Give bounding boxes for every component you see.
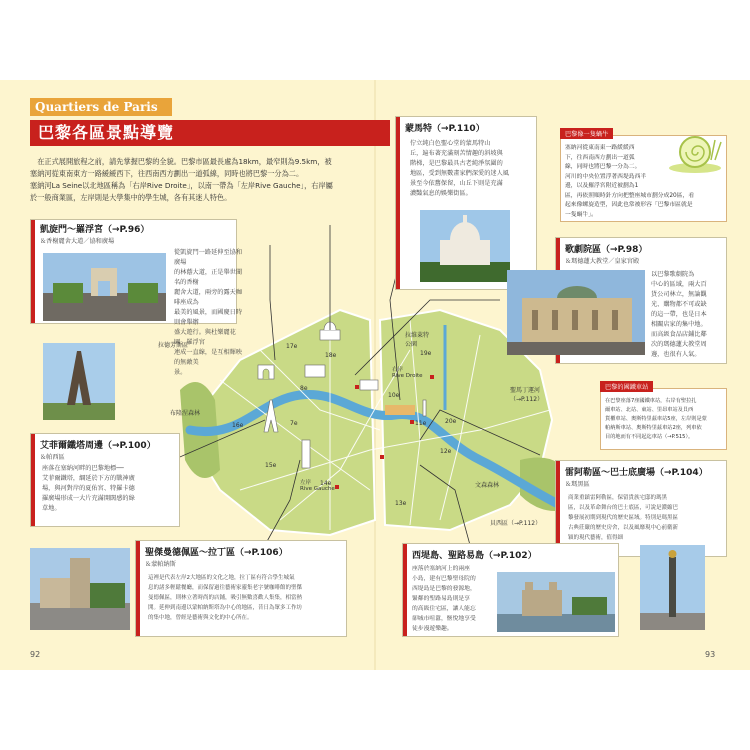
map-label-arrondissement: 17e	[286, 343, 298, 350]
spot-description	[174, 248, 244, 378]
note-line: 在巴黎座落7座國鐵車站，右岸有聖拉扎	[605, 398, 697, 404]
spot-title: 雷阿勒區～巴士底廣場（→P.104）	[565, 468, 708, 478]
desc-line: 貨公司林立，無論觀	[651, 291, 707, 298]
desc-line: 艾菲爾鐵塔，綱延於下方的戰神廣	[42, 475, 135, 482]
card-accent-bar	[396, 117, 400, 289]
desc-line: 的集中地，曾經是藝術與文化的中心所在。	[148, 615, 253, 621]
map-label-arrondissement: 7e	[290, 420, 298, 427]
desc-line: 緊鄰的聖路易島則是享	[412, 596, 470, 602]
desc-line: 小島，建有巴黎聖母院的	[412, 576, 476, 582]
note-line: 帕納斯車站、奧斯特里茲車站2座，列車依	[605, 425, 702, 431]
desc-line: 草地。	[42, 505, 61, 512]
spot-subtitle: ＆蒙帕納斯	[145, 561, 176, 568]
map-label-arrondissement: 20e	[445, 418, 457, 425]
desc-line: 穎的現代藝術，值得細	[568, 535, 624, 541]
map-label-la-defense: 拉德芳斯區	[158, 342, 189, 349]
desc-line: 座落於塞納河上的兩座	[412, 566, 470, 572]
card-accent-bar	[403, 544, 407, 636]
desc-line: 徒步漫遊樂趣。	[412, 626, 453, 632]
photo-arc-de-triomphe	[43, 253, 166, 321]
desc-line: 開。延伸到南邊以蒙帕納斯塔為中心的地區，昔日為眾多工作坊	[148, 605, 303, 611]
note-line: 邊，以及羅浮宮附近被劃為1	[565, 183, 639, 189]
desc-line: 卻城市喧囂，愜悅地享受	[412, 616, 476, 622]
map-label-rive-droite: 右岸 Rive Droite	[392, 367, 423, 379]
desc-line: 曼德佩區，則林立著時尚的店鋪，吸引無數喜歡人集集，相當熱	[148, 595, 303, 601]
map-label-arrondissement: 12e	[440, 448, 452, 455]
desc-line: 古典莊嚴的歷史房舍，以及風靡現中心前衛新	[568, 525, 679, 531]
desc-line: 中心的區域，兩大百	[651, 281, 707, 288]
map-label-arrondissement: 18e	[325, 352, 337, 359]
map-label-arrondissement: 8e	[300, 385, 308, 392]
desc-line: 息的諸多輕鬆餐廳，而保留過往藝術家靈集老字號咖啡館的聖傑	[148, 585, 303, 591]
note-tag: 巴黎的國鐵車站	[600, 381, 653, 392]
map-island-icon	[385, 405, 415, 415]
note-text	[605, 397, 722, 442]
photo-eiffel-tower	[43, 343, 115, 420]
map-label-arrondissement: 13e	[395, 500, 407, 507]
spot-description	[42, 464, 172, 514]
desc-line: 座落在塞納河畔的巴黎地標──	[42, 465, 124, 472]
note-line: 爾車站、北站、東站、里昂車站及貝西	[605, 407, 694, 413]
desc-line: 麗舍大道，兩旁的露天咖啡座成為	[174, 289, 243, 306]
page-title: 巴黎各區景點導覽	[30, 120, 390, 146]
snail-icon	[665, 130, 725, 175]
desc-line: 的這一帶，也是日本	[651, 311, 707, 318]
spot-title: 西堤島、聖路易島（→P.102）	[412, 551, 537, 561]
photo-opera-garnier	[507, 270, 645, 355]
desc-line: 盛大遊行。與杜樂麗花園、羅浮宮	[174, 329, 236, 346]
spot-subtitle: ＆香榭麗舍大道／協和廣場	[40, 238, 115, 245]
desc-line: 這裡是代表左岸2大地區的文化之地，拉丁區有符合學生城氣	[148, 575, 295, 581]
montparnasse-tower-icon	[302, 440, 310, 468]
spot-description	[412, 564, 502, 634]
spot-title: 歌劇院區（→P.98）	[565, 245, 648, 255]
arc-de-triomphe-icon	[258, 365, 274, 379]
note-line: 下，往西南西方劃出一道弧	[565, 154, 635, 161]
note-train-stations	[600, 384, 727, 450]
spot-card-st-germain	[135, 540, 347, 637]
note-line: 區，再依照順時針方向把整座城市劃分成20區，看	[565, 192, 695, 199]
desc-line: 的高級住宅區，讓人能忘	[412, 606, 476, 612]
desc-line: 的林蔭大道，正是舉世聞名的香榭	[174, 269, 243, 286]
map-label-arrondissement: 10e	[388, 392, 400, 399]
map-label-rive-gauche: 左岸 Rive Gauche	[300, 480, 335, 492]
intro-line: 在正式展開旅程之前，請先掌握巴黎的全貌。巴黎市區最長處為18km，最窄則為9.5km，被	[30, 157, 332, 166]
desc-line: 以巴黎歌劇院為	[651, 271, 695, 278]
desc-line: 次的瑪德蓮大教堂周	[651, 341, 707, 348]
photo-bastille-column	[640, 545, 705, 630]
map-label-canal-st-martin: 聖馬丁運河 （→P.112）	[510, 387, 544, 403]
map-label-la-villette: 拉維萊特 公園	[405, 332, 430, 348]
page-number-right: 93	[705, 650, 716, 659]
photo-st-germain-church	[30, 548, 130, 630]
note-line: 起來像螺旋造型，因此也常被形容「巴黎市區就是	[565, 202, 693, 208]
spot-description	[148, 573, 342, 623]
desc-line: 佇立純白色聖心堂的蒙馬特山	[410, 140, 491, 147]
note-line: 一隻蝸牛」。	[565, 211, 597, 218]
photo-sacre-coeur	[420, 210, 510, 282]
desc-line: 黎發展初期到現代的歷史區域。特別是瑪黑區	[568, 515, 679, 521]
map-label-arrondissement: 15e	[265, 462, 277, 469]
desc-line: 光、購物都不可或缺	[651, 301, 707, 308]
desc-line: 相關店家的集中地。	[651, 321, 707, 328]
map-label-bercy: 貝西區（→P.112）	[490, 520, 542, 527]
desc-line: 景至今依舊保留，山丘下則是充滿	[410, 180, 503, 187]
spot-subtitle: ＆帕西區	[40, 454, 65, 461]
opera-icon	[305, 365, 325, 377]
note-line: 目的地而有不同起迄車站（→P.515）。	[605, 434, 694, 440]
intro-text	[30, 156, 382, 204]
desc-line: 邊，也很有人氣。	[651, 351, 701, 358]
spot-title: 艾菲爾鐵塔周邊（→P.100）	[40, 441, 156, 451]
map-label-arrondissement: 19e	[420, 350, 432, 357]
intro-line: 塞納河La Seine以北地區稱為「右岸Rive Droite」，以南一帶為「左岸Rive Gauche」，右岸屬	[30, 181, 333, 190]
map-label-arrondissement: 14e	[320, 480, 332, 487]
map-label-bois-de-vincennes: 文森森林	[475, 482, 500, 489]
page-number-left: 92	[30, 650, 41, 659]
section-tag: Quartiers de Paris	[30, 98, 172, 116]
card-accent-bar	[556, 461, 560, 556]
note-tag: 巴黎像一隻蝸牛	[560, 128, 613, 139]
desc-line: 羅廣場形成一大片充滿開闊感的綠	[42, 495, 135, 502]
photo-notre-dame	[497, 572, 615, 632]
intro-line: 於一般商業區，左岸則是大學集中的學生城，各有其迷人特色。	[30, 193, 232, 202]
note-line: 貨櫃車站、奧斯特里茲車站5座，左岸則是蒙	[605, 416, 707, 422]
bastille-icon	[423, 400, 426, 416]
note-line: 塞納河從東南東一路緩緩西	[565, 145, 635, 151]
desc-line: 場，與河對岸的夏佑宮、特羅卡德	[42, 485, 135, 492]
desc-line: 從凱旋門一路延伸至協和廣場	[174, 249, 243, 266]
desc-line: 商業重鎮雷阿勒區，保留貴族宅邸的瑪黑	[568, 495, 668, 501]
spot-title: 凱旋門～羅浮宮（→P.96）	[40, 225, 150, 235]
spot-card-eiffel	[30, 433, 180, 527]
desc-line: 丘，遍布著充滿刻苦情趣的斜坡與	[410, 150, 503, 157]
card-accent-bar	[31, 220, 35, 323]
card-accent-bar	[31, 434, 35, 526]
spot-description	[410, 139, 530, 199]
map-label-bois-de-boulogne: 布隆涅森林	[170, 410, 201, 417]
map-label-arrondissement: 16e	[232, 422, 244, 429]
desc-line: 區，以及革命舞台的巴士底區，可說是濃縮巴	[568, 505, 679, 511]
desc-line: 連成一直線，是互相輝映的無敵美	[174, 349, 243, 366]
spot-subtitle: ＆瑪黑區	[565, 481, 590, 488]
desc-line: 西堤島是巴黎的發源地，	[412, 586, 476, 592]
desc-line: 而高級食品店鋪比鄰	[651, 331, 707, 338]
intro-line: 塞納河從東南東方一路緩緩西下，往西南西方劃出一道弧線，同時也將巴黎一分為二。	[30, 169, 304, 178]
desc-line: 景。	[174, 369, 187, 376]
spot-subtitle: ＆瑪德蓮大教堂／皇家宮殿	[565, 258, 640, 265]
spot-title: 聖傑曼德佩區～拉丁區（→P.106）	[145, 548, 288, 558]
spot-description	[651, 270, 721, 360]
louvre-icon	[360, 380, 378, 390]
desc-line: 階梯，是巴黎最具古老純淨氛圍的	[410, 160, 503, 167]
note-line: 河川的中央位置浮著西堤島西半	[565, 173, 647, 180]
map-label-arrondissement: 11e	[415, 420, 427, 427]
note-line: 線，同時也將巴黎一分為二。	[565, 164, 641, 170]
card-accent-bar	[136, 541, 140, 636]
desc-line: 濃豔氣息的娛樂街區。	[410, 190, 472, 197]
desc-line: 最美的風景，而國慶日時則會舉辦	[174, 309, 243, 326]
spot-title: 蒙馬特（→P.110）	[405, 124, 485, 134]
desc-line: 地區，受到無數畫家們深愛的迷人風	[410, 170, 509, 177]
